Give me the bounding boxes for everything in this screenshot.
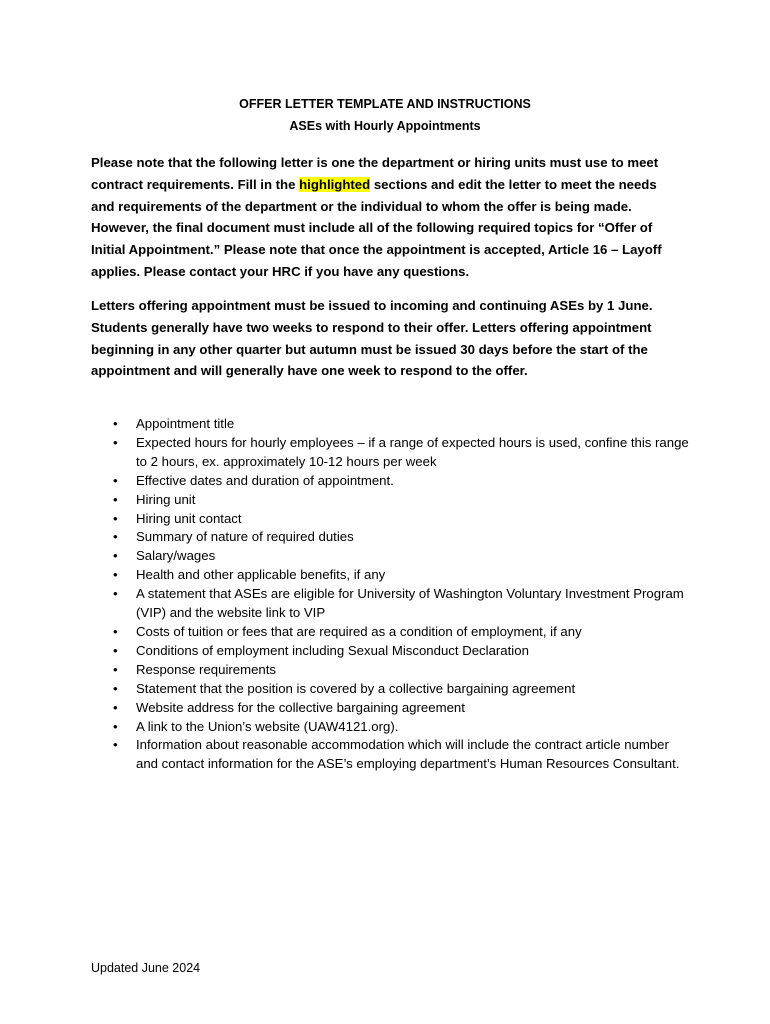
list-item: • Effective dates and duration of appointment.: [91, 472, 691, 491]
document-subtitle: ASEs with Hourly Appointments: [289, 119, 481, 133]
list-item: • Response requirements: [91, 661, 691, 680]
list-item: • Costs of tuition or fees that are required as a condition of employment, if any: [91, 623, 691, 642]
list-item: • Expected hours for hourly employees – if a range of expected hours is used, confine this range to 2 hours, ex. approximately 10-12 hours per week: [91, 434, 691, 472]
highlighted-word: highlighted: [299, 176, 371, 192]
list-item: • Website address for the collective bargaining agreement: [91, 699, 691, 718]
updated-date-footer: Updated June 2024: [91, 961, 201, 975]
instructions-paragraph: [91, 152, 676, 283]
instructions-text-start: Please note that the following letter is one the department or hiring units must use to meet contract requirements. Fill in the: [91, 155, 659, 192]
list-item: • Conditions of employment including Sexual Misconduct Declaration: [91, 642, 691, 661]
list-item: • Salary/wages: [91, 547, 691, 566]
required-topics-list: [91, 415, 691, 774]
instructions-text-end: sections and edit the letter to meet the needs and requirements of the department or the individual to whom the offer is being made. However, the final document must include all of the following required topics for “Offer of Initial Appointment.” Please note that once the appointment is accepted, Article 16 – Layoff applies. Please contact your HRC if you have any questions.: [91, 176, 662, 279]
list-item: • A link to the Union’s website (UAW4121.org).: [91, 718, 691, 737]
list-item: • A statement that ASEs are eligible for University of Washington Voluntary Investment Program (VIP) and the website link to VIP: [91, 585, 691, 623]
list-item: • Statement that the position is covered by a collective bargaining agreement: [91, 680, 691, 699]
list-item: • Hiring unit contact: [91, 510, 691, 529]
list-item: • Hiring unit: [91, 491, 691, 510]
list-item: • Appointment title: [91, 415, 691, 434]
list-item: • Information about reasonable accommodation which will include the contract article number and contact information for the ASE’s employing department’s Human Resources Consultant.: [91, 736, 691, 774]
document-title: OFFER LETTER TEMPLATE AND INSTRUCTIONS: [239, 97, 531, 111]
list-item: • Summary of nature of required duties: [91, 528, 691, 547]
list-item: • Health and other applicable benefits, if any: [91, 566, 691, 585]
deadline-paragraph: Letters offering appointment must be issued to incoming and continuing ASEs by 1 June. Students generally have two weeks to respond to their offer. Letters offering appointment beginning in any other quarter but autumn must be issued 30 days before the start of the appointment and will generally have one week to respond to the offer.: [91, 298, 653, 379]
